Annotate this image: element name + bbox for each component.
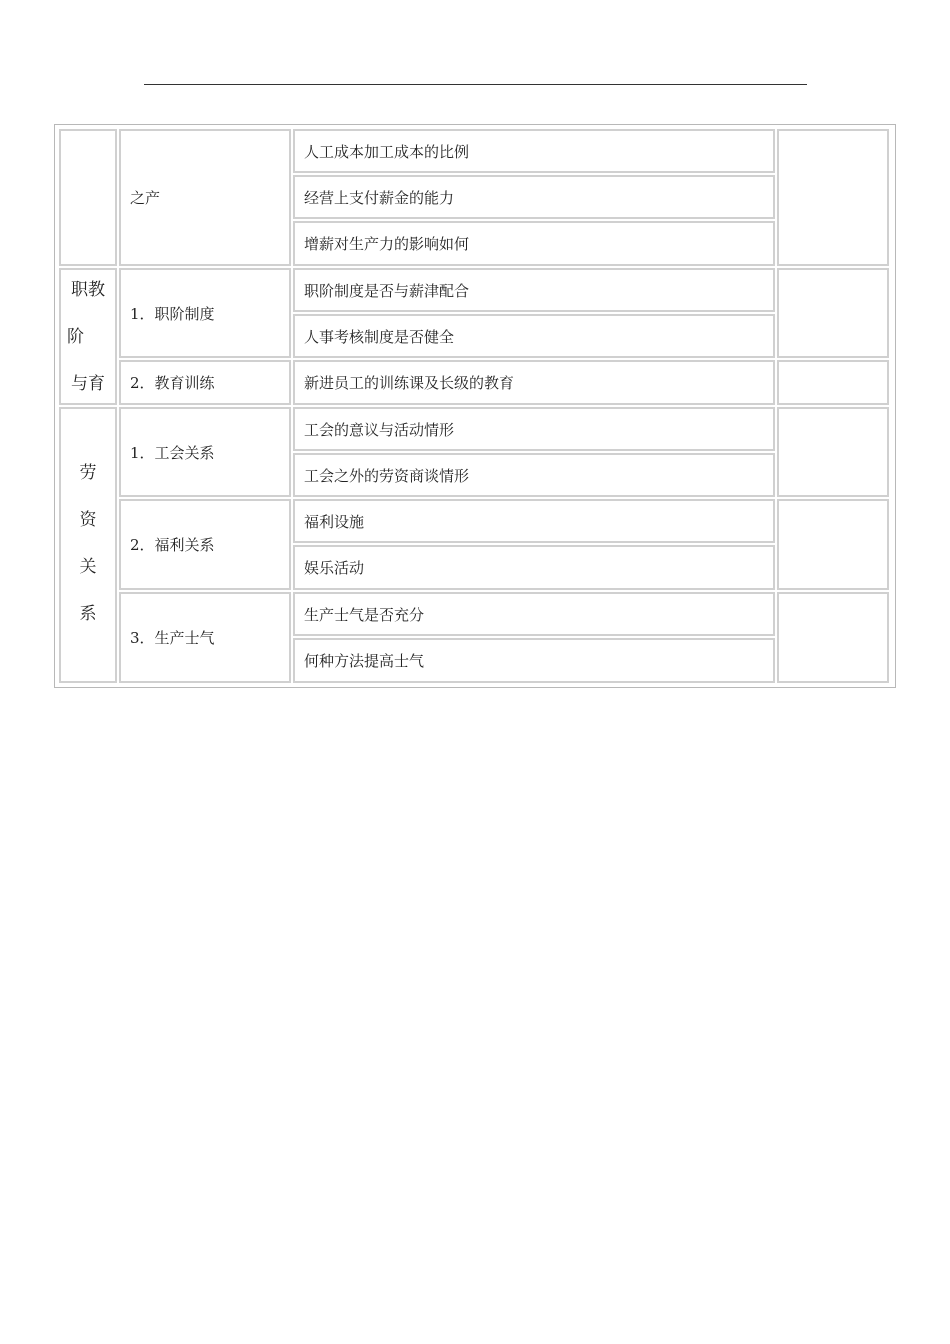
item-text: 工会的意议与活动情形 <box>304 420 455 439</box>
item-cell <box>293 268 775 312</box>
item-cell <box>293 314 775 358</box>
item-cell <box>293 407 775 451</box>
item-text: 何种方法提高士气 <box>304 652 425 670</box>
item-cell <box>293 129 775 173</box>
item-text: 生产士气是否充分 <box>304 605 425 624</box>
item-cell <box>293 360 775 405</box>
subcategory-label: 2．福利关系 <box>130 536 215 554</box>
category-line: 与育 <box>71 374 105 394</box>
item-text: 经营上支付薪金的能力 <box>304 188 455 207</box>
item-text: 人事考核制度是否健全 <box>304 327 455 346</box>
category-cell-labor-relations <box>59 407 117 683</box>
category-cell-job-education <box>59 268 117 405</box>
item-cell <box>293 499 775 543</box>
subcategory-label: 2．教育训练 <box>130 374 215 392</box>
item-text: 人工成本加工成本的比例 <box>304 142 470 161</box>
score-cell <box>777 499 889 590</box>
item-text: 娱乐活动 <box>304 559 365 577</box>
category-line: 关 <box>79 557 97 577</box>
category-line: 职教 <box>71 280 105 300</box>
subcategory-cell <box>119 129 291 266</box>
score-cell <box>777 360 889 405</box>
score-cell <box>777 268 889 358</box>
subcategory-cell <box>119 360 291 405</box>
score-cell <box>777 592 889 683</box>
subcategory-cell <box>119 407 291 497</box>
item-cell <box>293 638 775 683</box>
subcategory-cell <box>119 592 291 683</box>
subcategory-label: 1．职阶制度 <box>130 304 215 323</box>
item-text: 福利设施 <box>304 512 365 531</box>
subcategory-label: 3．生产士气 <box>130 629 215 647</box>
item-text: 新进员工的训练课及长级的教育 <box>304 374 515 392</box>
subcategory-label: 1．工会关系 <box>130 443 215 462</box>
evaluation-table <box>54 124 896 688</box>
item-cell <box>293 592 775 636</box>
score-cell <box>777 129 889 266</box>
item-cell <box>293 221 775 266</box>
category-line: 劳 <box>79 463 97 483</box>
score-cell <box>777 407 889 497</box>
subcategory-cell <box>119 268 291 358</box>
category-line: 资 <box>79 510 97 530</box>
item-cell <box>293 175 775 219</box>
subcategory-label: 之产 <box>130 189 161 207</box>
header-rule <box>144 84 807 85</box>
category-line: 系 <box>79 604 97 624</box>
category-cell-continued <box>59 129 117 266</box>
item-cell <box>293 545 775 590</box>
item-text: 增薪对生产力的影响如何 <box>304 235 470 253</box>
subcategory-cell <box>119 499 291 590</box>
item-text: 工会之外的劳资商谈情形 <box>304 466 470 485</box>
category-line: 阶 <box>67 327 84 347</box>
item-cell <box>293 453 775 497</box>
item-text: 职阶制度是否与薪津配合 <box>304 281 470 300</box>
